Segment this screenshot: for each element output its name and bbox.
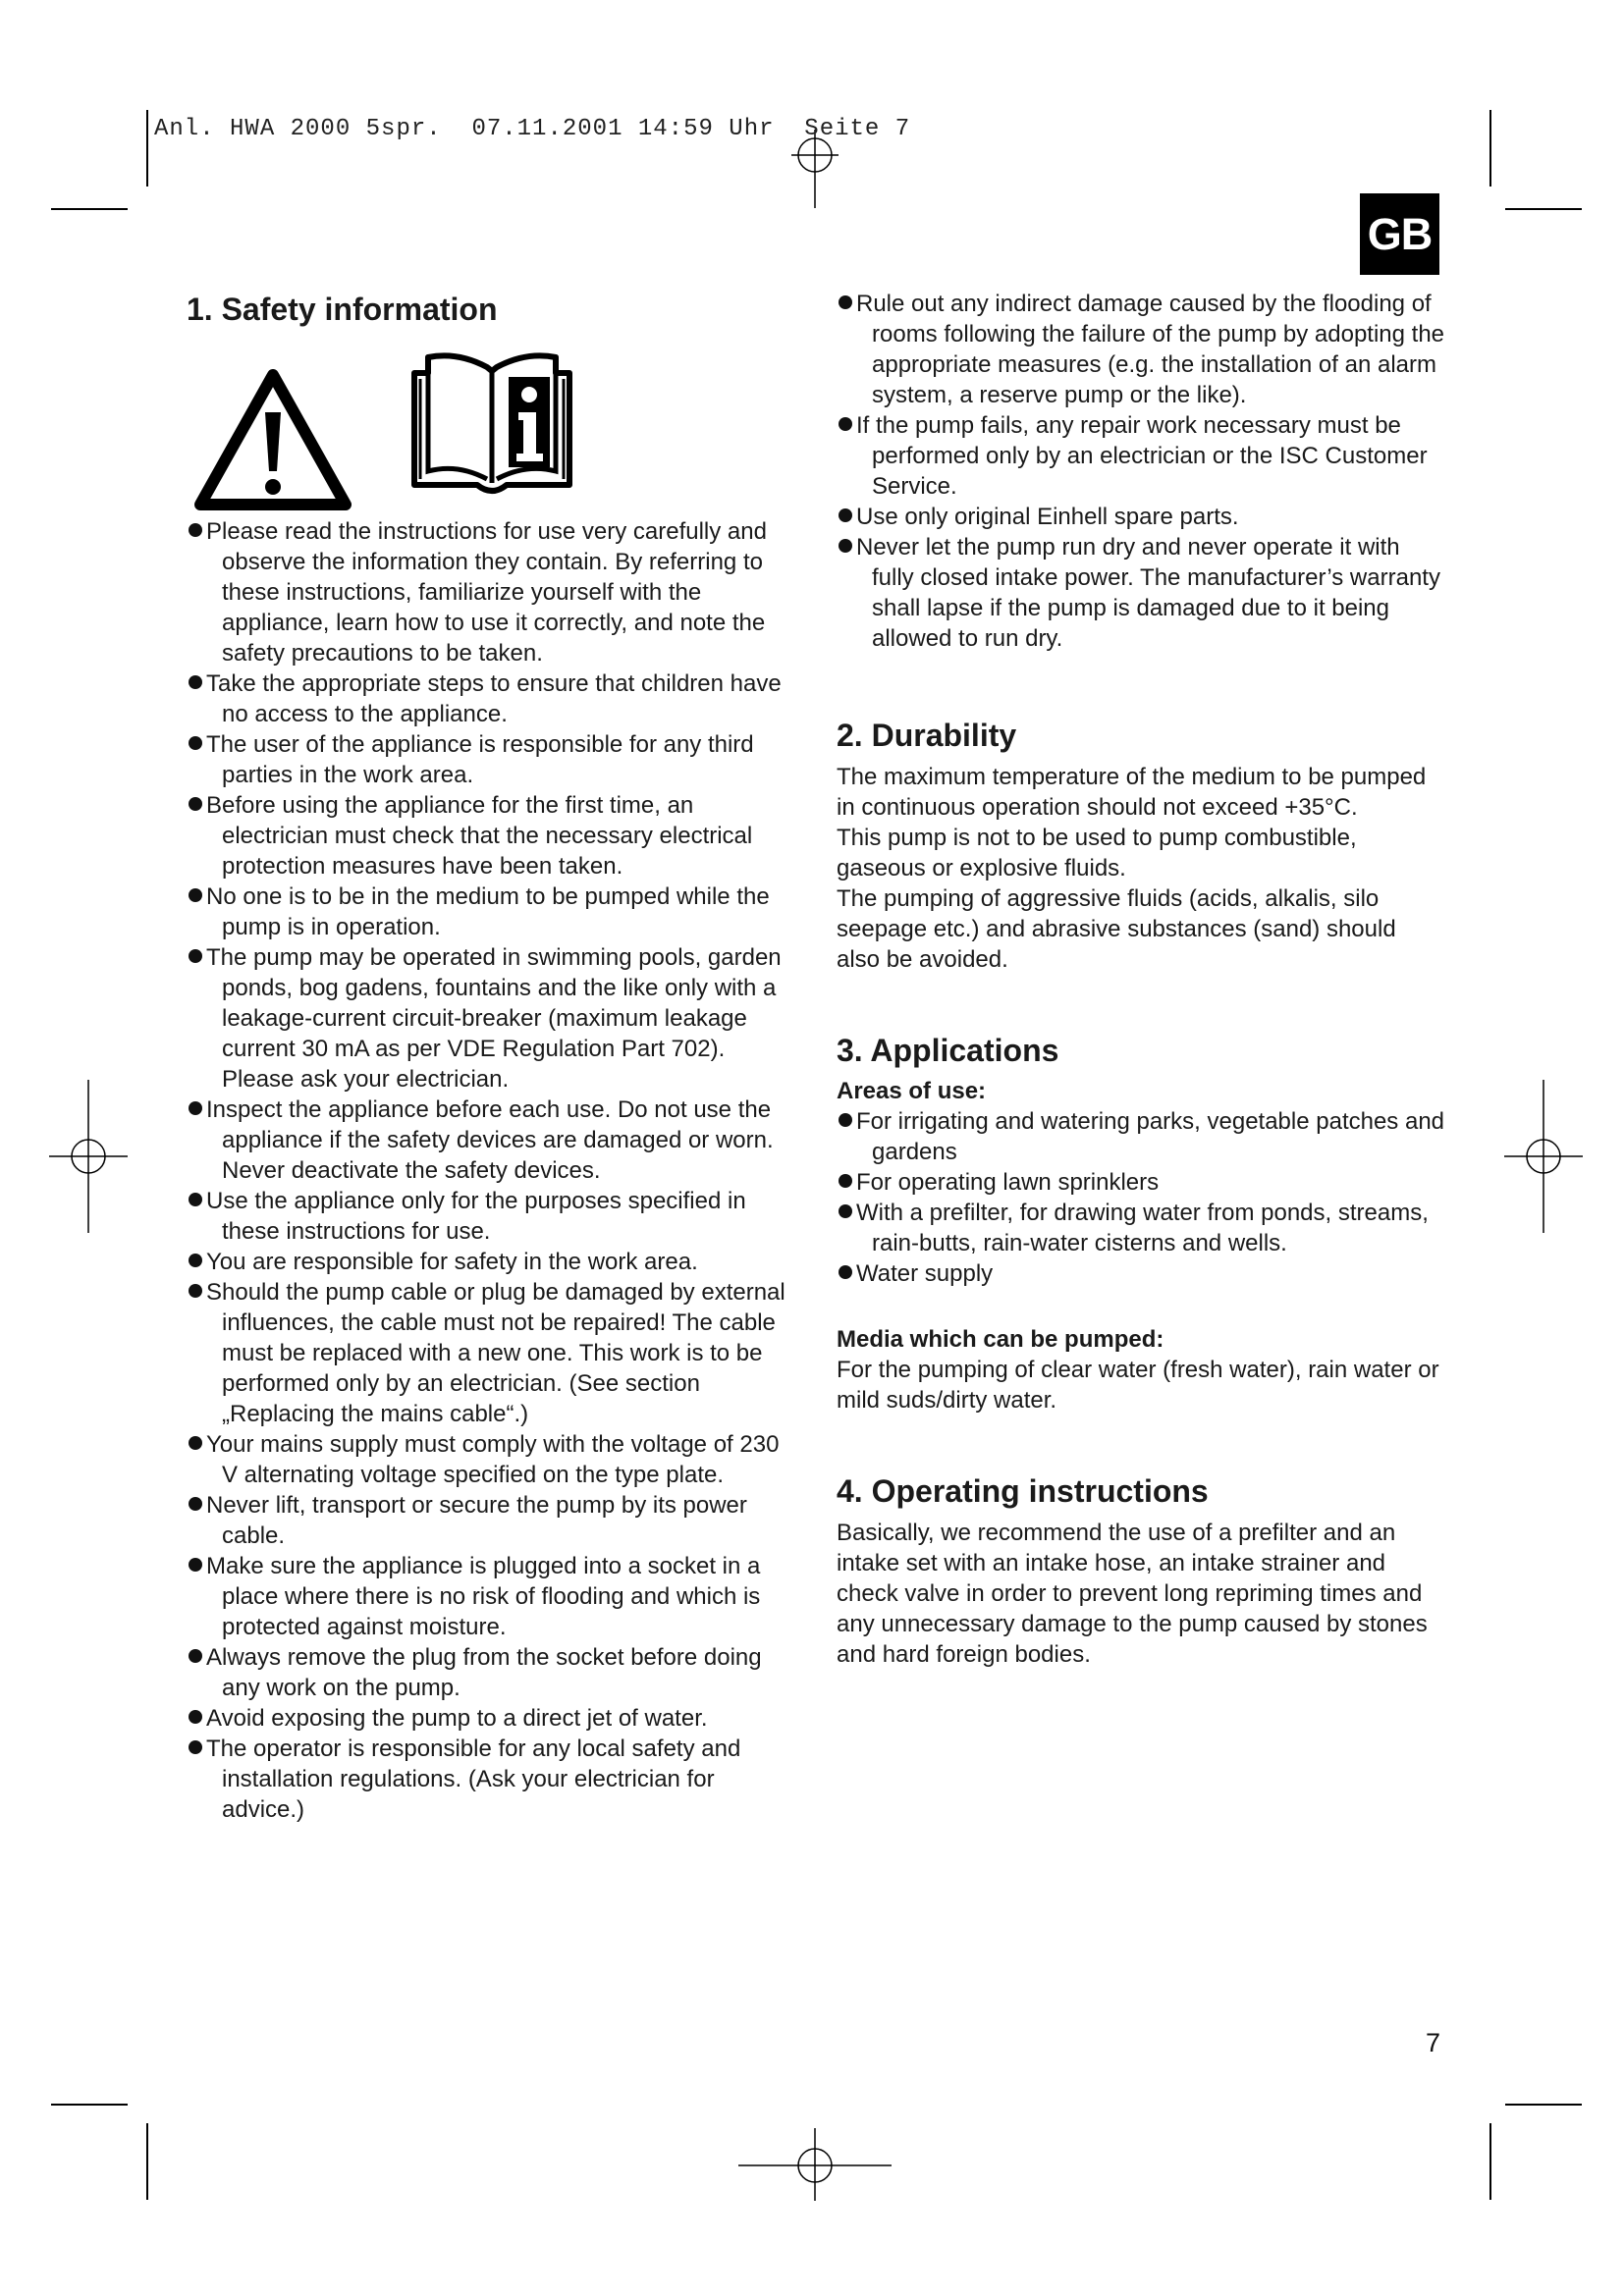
paragraph: The maximum temperature of the medium to be pumped in continuous operation should not exceed +35°C. <box>837 764 1427 822</box>
list-item: No one is to be in the medium to be pumped while the pump is in operation. <box>187 881 795 942</box>
crop-mark-top-right-h <box>1505 208 1582 210</box>
list-item: Should the pump cable or plug be damaged by external influences, the cable must not be repaired! The cable must be replaced with a new one. This work is to be performed only by an electrician. (See section „Replacing the mains cable“.) <box>187 1277 795 1429</box>
list-item: Always remove the plug from the socket before doing any work on the pump. <box>187 1642 795 1703</box>
section-title-operating: 4. Operating instructions <box>837 1472 1209 1509</box>
list-item: Please read the instructions for use very carefully and observe the information they contain. By referring to these instructions, familiarize yourself with the appliance, learn how to use it correctly, and note the safety precautions to be taken. <box>187 516 795 668</box>
list-item: The user of the appliance is responsible for any third parties in the work area. <box>187 729 795 790</box>
safety-list-left <box>187 516 795 1825</box>
list-item: Use the appliance only for the purposes specified in these instructions for use. <box>187 1186 795 1247</box>
list-item: Use only original Einhell spare parts. <box>837 502 1445 532</box>
registration-mark-right-icon <box>1504 1080 1583 1233</box>
page-number: 7 <box>1426 2028 1441 2057</box>
media-text: For the pumping of clear water (fresh water), rain water or mild suds/dirty water. <box>837 1356 1439 1414</box>
print-header-info: Anl. HWA 2000 5spr. 07.11.2001 14:59 Uhr Seite 7 <box>154 116 911 142</box>
list-item: Rule out any indirect damage caused by the flooding of rooms following the failure of the pump by adopting the appropriate measures (e.g. the installation of an alarm system, a reserve pump or the like). <box>837 289 1445 410</box>
durability-text <box>837 762 1445 975</box>
safety-list-right <box>837 289 1445 654</box>
list-item: Never let the pump run dry and never operate it with fully closed intake power. The manufacturer’s warranty shall lapse if the pump is damaged due to it being allowed to run dry. <box>837 532 1445 654</box>
list-item: Before using the appliance for the first time, an electrician must check that the necessary electrical protection measures have been taken. <box>187 790 795 881</box>
media-heading: Media which can be pumped: <box>837 1325 1164 1353</box>
paragraph: This pump is not to be used to pump combustible, gaseous or explosive fluids. <box>837 825 1357 882</box>
crop-mark-top-right-v <box>1489 110 1491 187</box>
crop-mark-bottom-left-h <box>51 2104 128 2106</box>
list-item: You are responsible for safety in the work area. <box>187 1247 795 1277</box>
crop-mark-top-left-v <box>146 110 148 187</box>
registration-mark-left-icon <box>49 1080 128 1233</box>
left-column <box>187 285 795 1825</box>
safety-icons <box>194 349 795 516</box>
crop-mark-top-left-h <box>51 208 128 210</box>
list-item: Make sure the appliance is plugged into a socket in a place where there is no risk of flooding and which is protected against moisture. <box>187 1551 795 1642</box>
list-item: Avoid exposing the pump to a direct jet of water. <box>187 1703 795 1734</box>
list-item: Inspect the appliance before each use. Do not use the appliance if the safety devices are damaged or worn. Never deactivate the safety devices. <box>187 1095 795 1186</box>
areas-of-use-list <box>837 1106 1445 1289</box>
list-item: Never lift, transport or secure the pump by its power cable. <box>187 1490 795 1551</box>
section-title-safety: 1. Safety information <box>187 292 498 327</box>
paragraph: The pumping of aggressive fluids (acids, alkalis, silo seepage etc.) and abrasive substances (sand) should also be avoided. <box>837 885 1396 974</box>
warning-triangle-icon <box>194 369 352 511</box>
list-item: The operator is responsible for any local safety and installation regulations. (Ask your electrician for advice.) <box>187 1734 795 1825</box>
list-item: The pump may be operated in swimming pools, garden ponds, bog gadens, fountains and the like only with a leakage-current circuit-breaker (maximum leakage current 30 mA as per VDE Regulation Part 702). Please ask your electrician. <box>187 942 795 1095</box>
list-item: For operating lawn sprinklers <box>837 1167 1445 1198</box>
section-title-durability: 2. Durability <box>837 718 1017 753</box>
section-title-applications: 3. Applications <box>837 1033 1059 1069</box>
crop-mark-bottom-left-v <box>146 2123 148 2200</box>
language-badge: GB <box>1360 193 1439 275</box>
list-item: With a prefilter, for drawing water from ponds, streams, rain-butts, rain-water cisterns and wells. <box>837 1198 1445 1258</box>
registration-mark-bottom-icon <box>738 2128 892 2201</box>
areas-of-use-heading: Areas of use: <box>837 1077 987 1104</box>
operating-text: Basically, we recommend the use of a prefilter and an intake set with an intake hose, an intake strainer and check valve in order to prevent long repriming times and any unnecessary damage to the pump caused by stones and hard foreign bodies. <box>837 1520 1428 1669</box>
crop-mark-bottom-right-h <box>1505 2104 1582 2106</box>
list-item: If the pump fails, any repair work necessary must be performed only by an electrician or the ISC Customer Service. <box>837 410 1445 502</box>
list-item: For irrigating and watering parks, vegetable patches and gardens <box>837 1106 1445 1167</box>
crop-mark-bottom-right-v <box>1489 2123 1491 2200</box>
list-item: Take the appropriate steps to ensure that children have no access to the appliance. <box>187 668 795 729</box>
list-item: Water supply <box>837 1258 1445 1289</box>
info-manual-icon <box>408 349 575 497</box>
right-column <box>837 285 1445 1670</box>
list-item: Your mains supply must comply with the voltage of 230 V alternating voltage specified on the type plate. <box>187 1429 795 1490</box>
